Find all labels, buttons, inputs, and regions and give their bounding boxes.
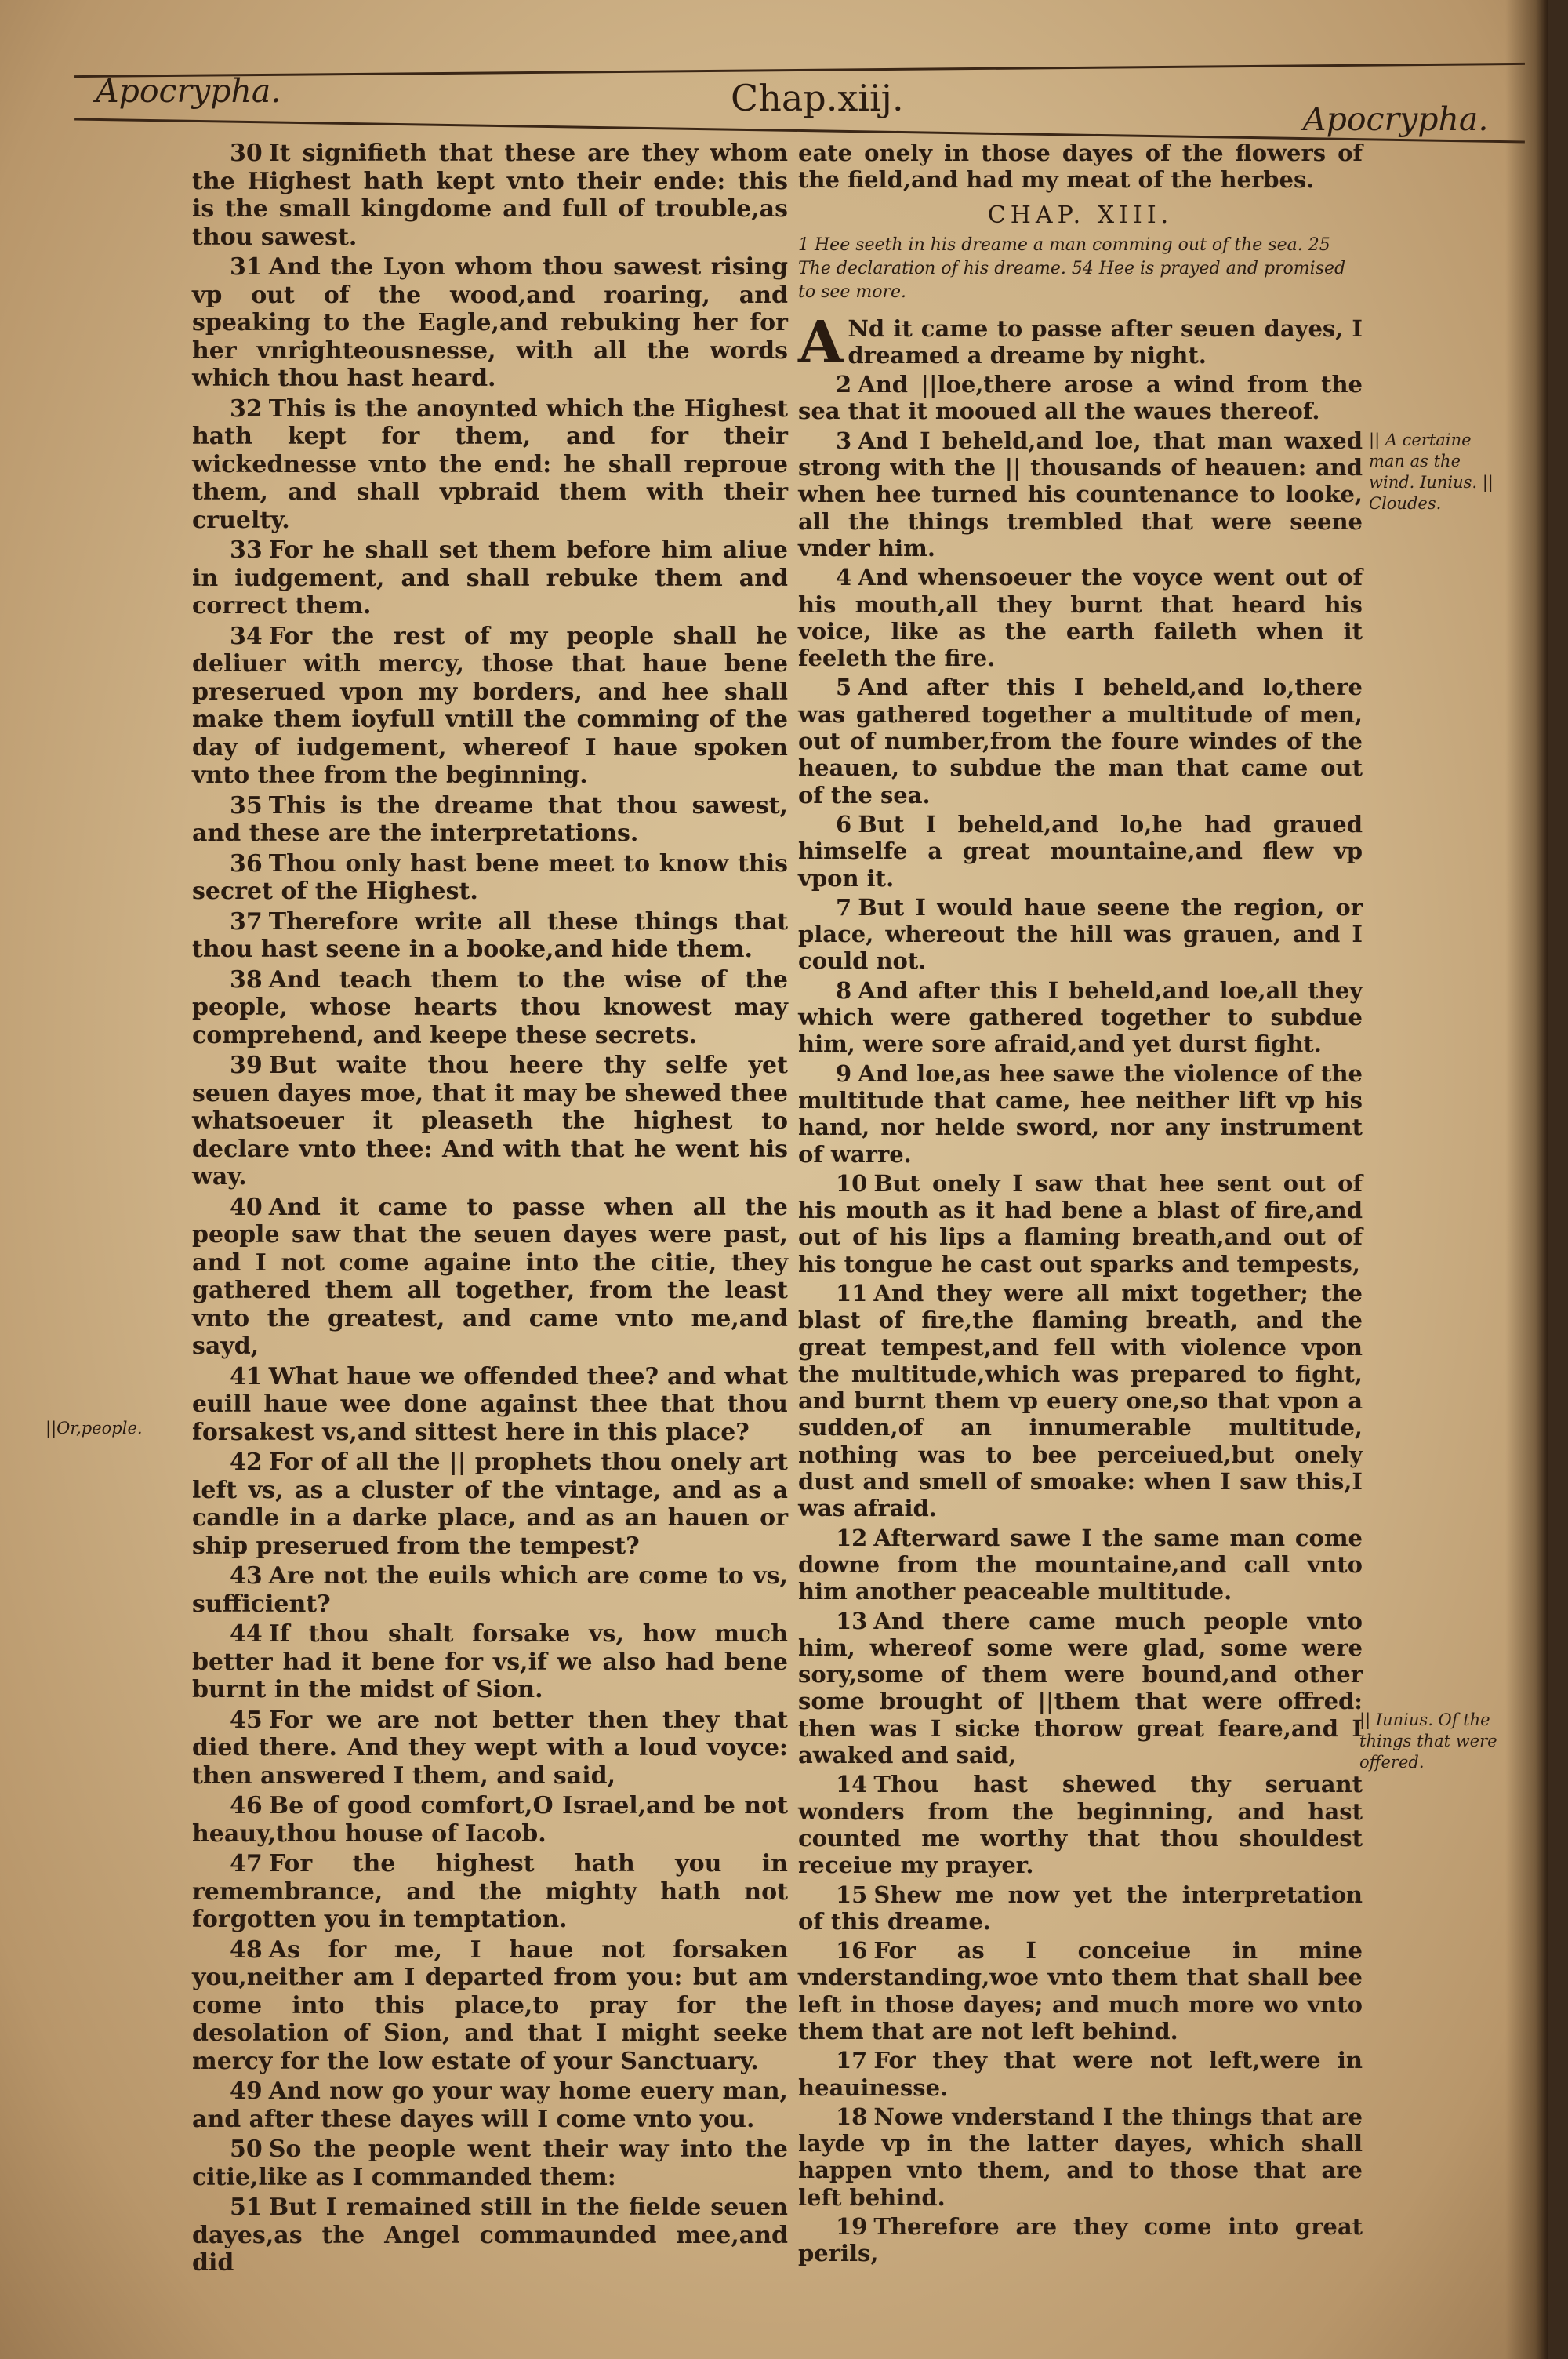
verse [192,966,788,1050]
verse-text: For he shall set them before him aliue in iudgement, and shall rebuke them and correct them. [192,536,788,620]
verse [798,1060,1363,1168]
verse-number: 44 [230,1620,263,1648]
verse-text: And there came much people vnto him, whereof some were glad, some were sory,some of them were bound,and other some brought of ||them that were offred: then was I sicke thorow great feare,and I awaked and said, [798,1607,1363,1769]
verse-number: 45 [230,1706,263,1734]
verse-number: 13 [836,1607,868,1634]
verse [192,2077,788,2133]
verse-text: If thou shalt forsake vs, how much better had it bene for vs,if we also had bene burnt in the midst of Sion. [192,1620,788,1703]
verse [798,427,1363,562]
verse [798,811,1363,892]
verse-number: 30 [230,140,263,167]
verse [798,2047,1363,2101]
verse [192,2194,788,2277]
verse [798,1881,1363,1936]
verse-number: 42 [230,1448,263,1476]
verse-number: 2 [836,371,852,398]
verse [192,536,788,620]
verse-text: Afterward sawe I the same man come downe from the mountaine,and call vnto him another peaceable multitude. [798,1524,1363,1605]
verse-text: And the Lyon whom thou sawest rising vp out of the wood,and roaring, and speaking to the Eagle,and rebuking her for her vnrighteousnesse, with all the words which thou hast heard. [192,253,788,392]
running-head-chapter: Chap.xiij. [731,77,904,119]
verse [798,1771,1363,1878]
verse-text: This is the anoynted which the Highest hath kept for them, and for their wickednesse vnto the end: he shall reproue them, and shall vpbraid them with their cruelty. [192,394,788,534]
verse-text: For the rest of my people shall he deliuer with mercy, those that haue bene preserued vpon my borders, and hee shall make them ioyfull vntill the comming of the day of iudgement, whereof I haue spoken vnto thee from the beginning. [192,622,788,789]
verse-number: 40 [230,1193,263,1221]
verse-number: 50 [230,2135,263,2163]
verse-number: 48 [230,1936,263,1964]
verse-text: And loe,as hee sawe the violence of the multitude that came, hee neither lift vp his hand, nor helde sword, nor any instrument of warre. [798,1060,1363,1168]
verse-number: 39 [230,1052,263,1079]
verse-text: And whensoeuer the voyce went out of his mouth,all they burnt that heard his voice, like as the earth faileth when it feeleth the fire. [798,564,1363,672]
verse-number: 4 [836,564,852,591]
verse-number: 37 [230,907,263,936]
verse-text: So the people went their way into the citie,like as I commanded them: [192,2135,788,2191]
verse [192,1850,788,1934]
verse-number: 32 [230,394,263,423]
margin-note-right-2: || Iunius. Of the things that were offered. [1359,1710,1497,1772]
verse [192,623,788,790]
verse-text: And after this I beheld,and loe,all they which were gathered together to subdue him, were sore afraid,and yet durst fight. [798,976,1363,1058]
verse-text: Therefore write all these things that thou hast seene in a booke,and hide them. [192,907,788,963]
first-verse-text: Nd it came to passe after seuen dayes, I dreamed a dreame by night. [848,314,1363,369]
verse-text: But I remained still in the fielde seuen dayes,as the Angel commaunded mee,and did [192,2194,788,2277]
verse [192,1936,788,2076]
chapter-first-verse [798,308,1363,376]
verse [192,1052,788,1191]
margin-note-left: ||Or,people. [45,1419,143,1438]
verse-number: 19 [836,2213,868,2241]
verse [798,977,1363,1058]
verse-text: And teach them to the wise of the people, whose hearts thou knowest may comprehend, and keepe these secrets. [192,965,788,1049]
verse-number: 6 [836,810,852,838]
verse-text: As for me, I haue not forsaken you,neither am I departed from you: but am come into this place,to pray for the desolation of Sion, and that I might seeke mercy for the low estate of your Sanctuary. [192,1936,788,2075]
verse [192,850,788,906]
verse-text: Shew me now yet the interpretation of this dreame. [798,1881,1363,1935]
verse-text: But I would haue seene the region, or place, whereout the hill was grauen, and I could not. [798,893,1363,975]
verse [192,395,788,535]
margin-note-right-1: || A certaine man as the wind. Iunius. || Cloudes. [1369,431,1494,513]
verse-number: 38 [230,965,263,994]
verse-number: 17 [836,2047,868,2074]
verse-text: And after this I beheld,and lo,there was gathered together a multitude of men, out of number,from the foure windes of the heauen, to subdue the man that came out of the sea. [798,674,1363,809]
verse-text: But I beheld,and lo,he had graued himselfe a great mountaine,and flew vp vpon it. [798,810,1363,892]
verse [798,2213,1363,2267]
verse [192,1792,788,1848]
verse-number: 34 [230,622,263,650]
verse-number: 49 [230,2077,263,2105]
verse [798,1937,1363,2045]
verse-text: Nowe vnderstand I the things that are layde vp in the latter dayes, which shall happen vnto them, and to those that are left behind. [798,2103,1363,2211]
running-head-left: Apocrypha. [96,72,281,110]
verse-number: 46 [230,1792,263,1819]
verse-number: 12 [836,1524,868,1551]
verse-text: And they were all mixt together; the blast of fire,the flaming breath, and the great tempest,and fell with violence vpon the multitude,which was prepared to fight, and burnt them vp euery one,so that vpon a sudden,of an innumerable multitude, nothing was to bee perceiued,but onely dust and smell of smoake: when I saw this,I was afraid. [798,1279,1363,1522]
verse-number: 36 [230,849,263,878]
verse [192,1707,788,1790]
verse-text: For they that were not left,were in heauinesse. [798,2047,1363,2101]
left-column [192,140,788,2280]
verse-text: It signifieth that these are they whom the Highest hath kept vnto their ende: this is the small kingdome and full of trouble,as thou sawest. [192,140,788,251]
right-verse-list [798,371,1363,2266]
verse-text: For of all the || prophets thou onely art left vs, as a cluster of the vintage, and as a candle in a darke place, and as an hauen or ship preserued from the tempest? [192,1448,788,1560]
verse-number: 33 [230,536,263,564]
verse-text: For as I conceiue in mine vnderstanding,woe vnto them that shall bee left in those dayes; and much more wo vnto them that are not left behind. [798,1937,1363,2045]
verse [192,792,788,848]
verse [798,1280,1363,1522]
page-edge-shadow [1505,0,1548,2359]
verse-text: And I beheld,and loe, that man waxed strong with the || thousands of heauen: and when hee turned his countenance to looke, all the things trembled that were seene vnder him. [798,427,1363,562]
verse [192,2135,788,2191]
verse-text: This is the dreame that thou sawest, and these are the interpretations. [192,791,788,847]
verse [798,371,1363,425]
verse-text: Thou only hast bene meet to know this secret of the Highest. [192,849,788,905]
verse-text: And ||loe,there arose a wind from the sea that it mooued all the waues thereof. [798,371,1363,425]
verse-text: Therefore are they come into great perils, [798,2213,1363,2267]
verse-text: Thou hast shewed thy seruant wonders from the beginning, and hast counted me worthy that thou shouldest receiue my prayer. [798,1771,1363,1879]
verse-number: 43 [230,1562,263,1590]
verse-number: 14 [836,1771,868,1798]
verse-number: 10 [836,1169,868,1197]
verse-text: Be of good comfort,O Israel,and be not heauy,thou house of Iacob. [192,1792,788,1848]
verse [192,1448,788,1560]
verse [192,1620,788,1704]
verse-text: And now go your way home euery man, and after these dayes will I come vnto you. [192,2077,788,2133]
verse-text: But onely I saw that hee sent out of his mouth as it had bene a blast of fire,and out of his lips a flaming breath,and out of his tongue he cast out sparks and tempests, [798,1169,1363,1278]
chapter-heading: CHAP. XIII. [987,201,1174,229]
verse [192,1562,788,1618]
header-rule-top [74,63,1525,78]
verse [192,253,788,393]
verse-number: 35 [230,791,263,820]
verse-text: But waite thou heere thy selfe yet seuen dayes moe, that it may be shewed thee whatsoeuer it pleaseth the highest to declare vnto thee: And with that he went his way. [192,1052,788,1190]
chapter-summary: 1 Hee seeth in his dreame a man comming out of the sea. 25 The declaration of his dreame. 54 Hee is prayed and promised to see more. [798,234,1346,302]
verse [798,1170,1363,1278]
verse-text: What haue we offended thee? and what euill haue wee done against thee that thou forsakest vs,and sittest here in this place? [192,1362,788,1446]
verse-text: Are not the euils which are come to vs, sufficient? [192,1562,788,1618]
verse-number: 5 [836,674,852,701]
verse [192,1363,788,1447]
verse-text: For the highest hath you in remembrance, and the mighty hath not forgotten you in temptation. [192,1850,788,1933]
drop-cap: A [798,308,844,376]
verse [798,1608,1363,1769]
verse-number: 47 [230,1850,263,1877]
verse [798,2103,1363,2211]
verse [798,674,1363,808]
verse-number: 9 [836,1060,852,1087]
verse-text: For we are not better then they that died there. And they wept with a loud voyce: then answered I them, and said, [192,1706,788,1790]
verse [798,1525,1363,1605]
verse-number: 16 [836,1937,868,1965]
verse-number: 51 [230,2194,263,2221]
verse-text: And it came to passe when all the people saw that the seuen dayes were past, and I not come againe into the citie, they gathered them all together, from the least vnto the greatest, and came vnto me,and sayd, [192,1193,788,1360]
verse [192,908,788,964]
verse-number: 31 [230,253,263,281]
verse [192,1194,788,1361]
verse-number: 3 [836,427,852,454]
verse [798,564,1363,671]
continued-verse: eate onely in those dayes of the flowers of the field,and had my meat of the herbes. [798,140,1363,194]
verse [798,894,1363,975]
verse-number: 18 [836,2103,868,2130]
verse-number: 41 [230,1362,263,1390]
right-column [798,140,1363,2270]
verse-number: 8 [836,976,852,1004]
verse-number: 11 [836,1279,868,1307]
running-head-right: Apocrypha. [1303,100,1489,138]
verse-number: 15 [836,1881,868,1908]
verse [192,140,788,251]
verse-number: 7 [836,893,852,921]
